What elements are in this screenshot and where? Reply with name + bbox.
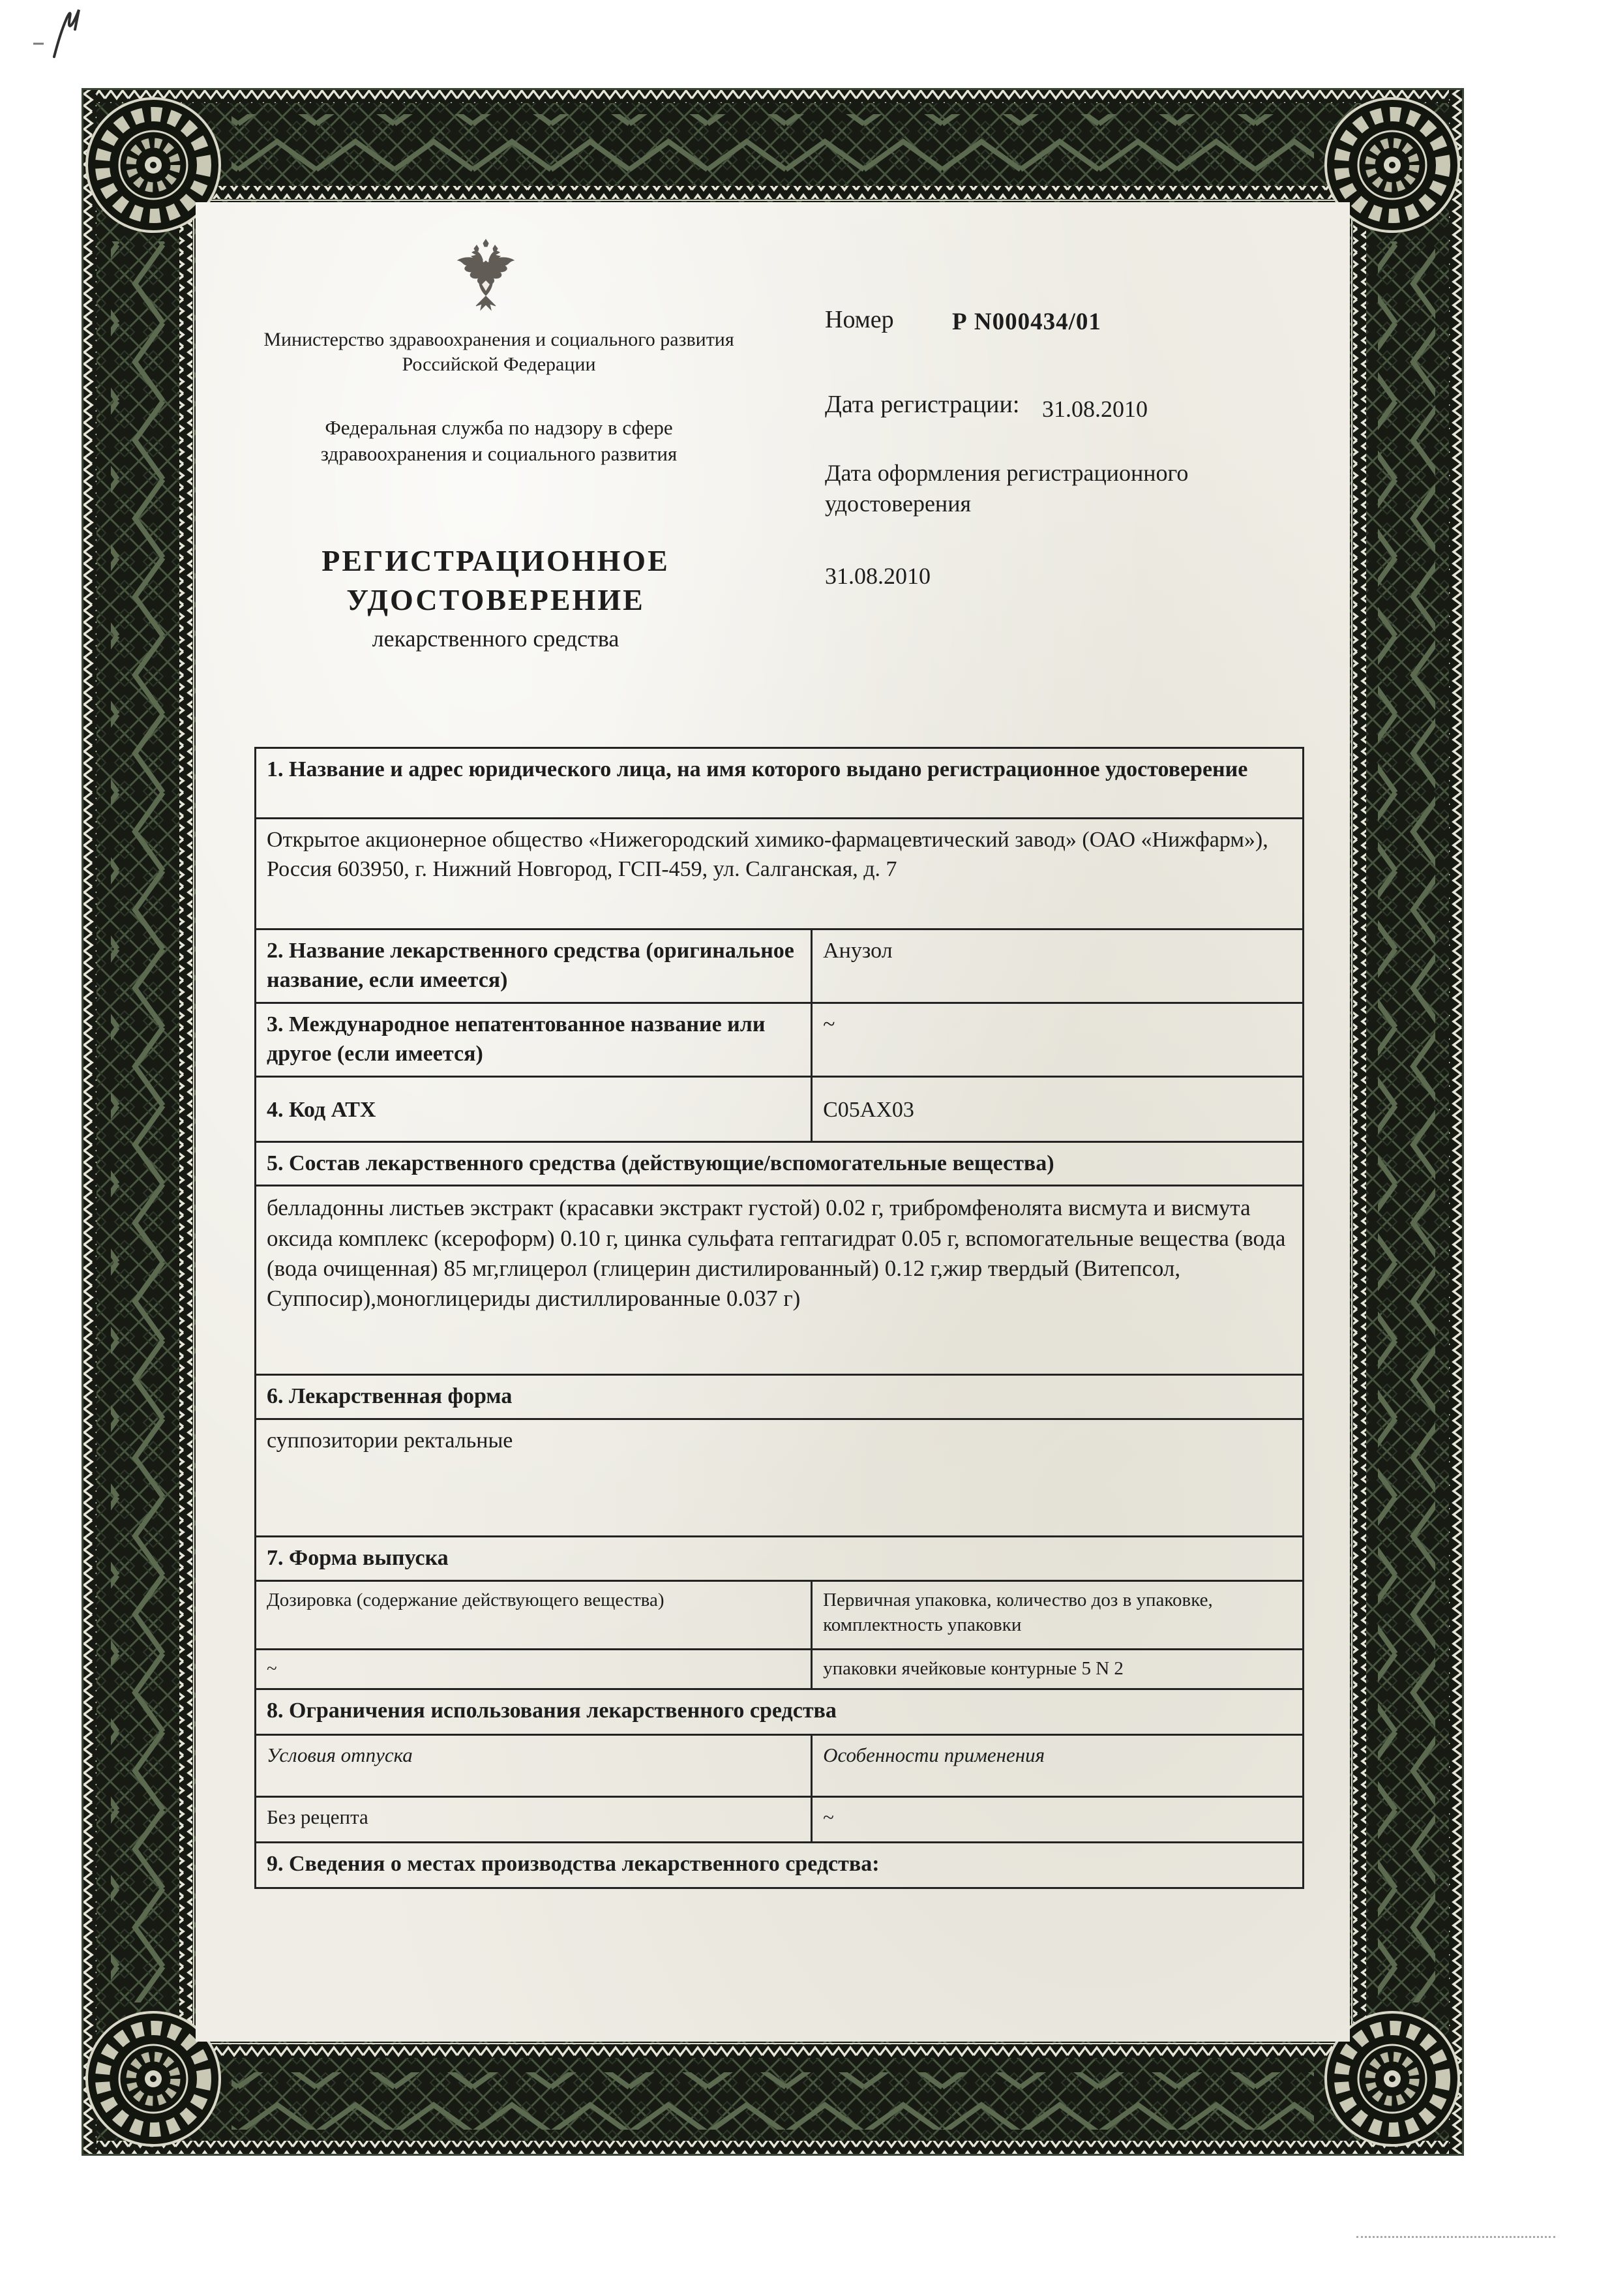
- section5-value: белладонны листьев экстракт (красавки экстракт густой) 0.02 г, трибромфенолята висмута и висмута оксида комплекс (ксероформ) 0.10 г, цинка сульфата гептагидрат 0.05 г, вспомогательные вещества (вода (вода очищенная) 85 мг,глицерол (глицерин дистилированный) 0.12 г,жир твердый (Витепсол, Суппосир),моноглицериды дистиллированные 0.037 г): [267, 1195, 1286, 1311]
- section8-dispensing-header: Условия отпуска: [267, 1743, 413, 1766]
- section5-value-row: [256, 1185, 1302, 1374]
- section6-label: 6. Лекарственная форма: [267, 1384, 513, 1409]
- section5-label: 5. Состав лекарственного средства (действующие/вспомогательные вещества): [267, 1151, 1054, 1175]
- section2-label: 2. Название лекарственного средства (оригинальное название, если имеется): [267, 939, 794, 992]
- section5-header-row: [256, 1141, 1302, 1185]
- section2-value: Анузол: [811, 930, 1302, 1002]
- section7-dose-header: Дозировка (содержание действующего вещества): [267, 1590, 664, 1611]
- section9-label: 9. Сведения о местах производства лекарственного средства:: [267, 1851, 880, 1876]
- coat-of-arms-eagle-icon: [453, 236, 518, 313]
- issue-date-label: Дата оформления регистрационного удостоверения: [825, 460, 1189, 517]
- section7-pack-header: Первичная упаковка, количество доз в упаковке, комплектность упаковки: [811, 1582, 1302, 1648]
- section3-row: [256, 1002, 1302, 1076]
- section4-value: C05AX03: [811, 1078, 1302, 1141]
- registration-date-label: Дата регистрации:: [825, 391, 1020, 418]
- document-title-line1: РЕГИСТРАЦИОННОЕ: [321, 544, 670, 577]
- section6-header-row: [256, 1374, 1302, 1418]
- section7-pack-value: упаковки ячейковые контурные 5 N 2: [811, 1650, 1302, 1688]
- section8-header-row: [256, 1688, 1302, 1734]
- section1-label: 1. Название и адрес юридического лица, на имя которого выдано регистрационное удостоверение: [267, 757, 1248, 781]
- section1-value-row: [256, 817, 1302, 928]
- certificate-body: [196, 202, 1350, 2042]
- issue-date-value: 31.08.2010: [825, 563, 931, 589]
- section8-label: 8. Ограничения использования лекарственного средства: [267, 1698, 837, 1723]
- section7-label: 7. Форма выпуска: [267, 1546, 449, 1571]
- registration-table: [254, 747, 1304, 1889]
- document-subtitle: лекарственного средства: [372, 625, 619, 652]
- section7-header-row: [256, 1535, 1302, 1580]
- document-title-block: [235, 541, 756, 652]
- section8-application-header: Особенности применения: [811, 1736, 1302, 1796]
- section7-dose-value: ~: [267, 1658, 277, 1680]
- section8-subheader-row: [256, 1734, 1302, 1796]
- number-label: Номер: [825, 306, 894, 333]
- section4-row: [256, 1076, 1302, 1141]
- section8-value-row: [256, 1796, 1302, 1841]
- section8-dispensing-value: Без рецепта: [267, 1805, 368, 1828]
- section7-value-row: [256, 1648, 1302, 1688]
- section2-row: [256, 928, 1302, 1002]
- document-title-line2: УДОСТОВЕРЕНИЕ: [346, 582, 645, 616]
- scan-artifact-dotted-line: [1356, 2236, 1555, 2238]
- section4-label: 4. Код АТХ: [267, 1097, 376, 1122]
- pen-mark: [29, 3, 127, 68]
- section6-value-row: [256, 1418, 1302, 1535]
- section7-subheader-row: [256, 1580, 1302, 1648]
- section3-value: ~: [811, 1004, 1302, 1076]
- section8-application-value: ~: [811, 1798, 1302, 1841]
- federal-service-name: Федеральная служба по надзору в сфере здравоохранения и социального развития: [320, 416, 678, 466]
- ministry-name: Министерство здравоохранения и социального развития Российской Федерации: [263, 329, 734, 376]
- number-value: Р N000434/01: [952, 309, 1101, 335]
- section3-label: 3. Международное непатентованное название или другое (если имеется): [267, 1012, 766, 1066]
- section1-header-row: [256, 749, 1302, 817]
- section9-header-row: [256, 1841, 1302, 1887]
- section1-value: Открытое акционерное общество «Нижегородский химико-фармацевтический завод» (ОАО «Нижфарм»), Россия 603950, г. Нижний Новгород, ГСП-459, ул. Салганская, д. 7: [267, 828, 1268, 881]
- section6-value: суппозитории ректальные: [267, 1428, 513, 1453]
- registration-date-value: 31.08.2010: [1042, 396, 1148, 422]
